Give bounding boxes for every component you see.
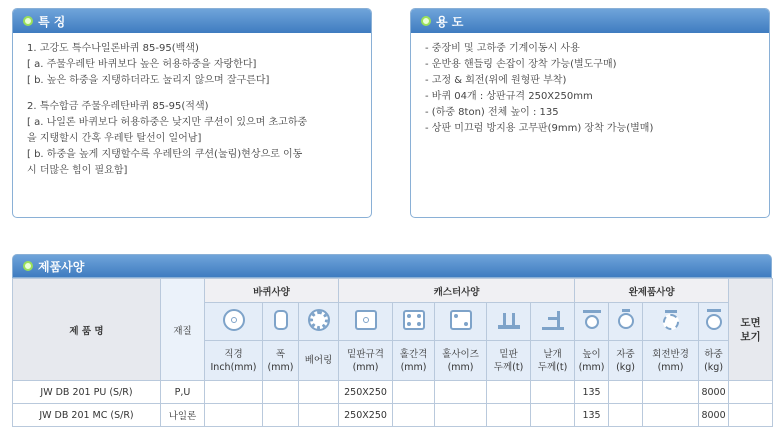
col-weight: 자중 (kg) xyxy=(609,341,643,381)
wheel-spec-group: 바퀴사양 xyxy=(205,279,339,303)
material-header: 재질 xyxy=(161,279,205,381)
table-row xyxy=(13,381,773,404)
col-height: 높이 (mm) xyxy=(575,341,609,381)
height-icon xyxy=(579,307,605,333)
usage-line: - 운반용 핸들링 손잡이 장착 가능(별도구매) xyxy=(425,59,617,70)
height-cell: 135 xyxy=(575,404,609,427)
drawing-cell[interactable] xyxy=(729,404,773,427)
load-cell: 8000 xyxy=(699,381,729,404)
usage-line: - 고정 & 회전(위에 원형판 부착) xyxy=(425,75,567,86)
col-hole-size: 홀사이즈 (mm) xyxy=(435,341,487,381)
plate-size-cell: 250X250 xyxy=(339,404,393,427)
usage-line: - 상판 미끄럼 방지용 고무판(9mm) 장착 가능(별매) xyxy=(425,123,654,134)
wheel-diameter-icon xyxy=(221,307,247,333)
usage-line: - 중장비 및 고하중 기계이동시 사용 xyxy=(425,43,580,54)
spec-header xyxy=(12,254,772,278)
col-wing-thickness: 날개 두께(t) xyxy=(531,341,575,381)
load-cell: 8000 xyxy=(699,404,729,427)
load-capacity-icon xyxy=(701,307,727,333)
wing-thickness-icon xyxy=(540,307,566,333)
feature-line: [ a. 주물우레탄 바퀴보다 높은 허용하중을 자랑한다] xyxy=(27,59,257,70)
usage-title: 용 도 xyxy=(436,14,464,29)
usage-panel xyxy=(410,8,770,218)
feature-line: [ b. 하중을 높게 지탱할수록 우레탄의 쿠션(눌림)현상으로 이동 xyxy=(27,149,303,160)
hole-spacing-icon xyxy=(401,307,427,333)
swivel-radius-icon xyxy=(658,307,684,333)
material-cell: 나일론 xyxy=(161,404,205,427)
col-load: 하중 (kg) xyxy=(699,341,729,381)
bullet-circle-icon xyxy=(421,16,431,26)
bullet-circle-icon xyxy=(23,16,33,26)
base-plate-icon xyxy=(353,307,379,333)
feature-line: 을 지탱할시 간혹 우레탄 탈선이 일어남] xyxy=(27,133,202,144)
wheel-width-icon xyxy=(268,307,294,333)
product-name-cell: JW DB 201 MC (S/R) xyxy=(13,404,161,427)
table-row xyxy=(13,404,773,427)
features-header xyxy=(13,9,371,33)
feature-line: 2. 특수합금 주물우레탄바퀴 85-95(적색) xyxy=(27,101,209,112)
caster-spec-group: 캐스터사양 xyxy=(339,279,575,303)
hole-size-icon xyxy=(448,307,474,333)
feature-line: 1. 고강도 특수나일론바퀴 85-95(백색) xyxy=(27,43,199,54)
product-name-header: 제 품 명 xyxy=(13,279,161,381)
col-base-plate: 밑판규격 (mm) xyxy=(339,341,393,381)
usage-line: - (하중 8ton) 전체 높이 : 135 xyxy=(425,107,559,118)
spec-title: 제품사양 xyxy=(38,259,85,274)
material-cell: P,U xyxy=(161,381,205,404)
col-width: 폭 (mm) xyxy=(263,341,299,381)
bullet-circle-icon xyxy=(23,261,33,271)
complete-spec-group: 완제품사양 xyxy=(575,279,729,303)
weight-icon xyxy=(613,307,639,333)
usage-line: - 바퀴 04개 : 상판규격 250X250mm xyxy=(425,91,593,102)
feature-line: [ a. 나일론 바퀴보다 허용하중은 낮지만 쿠션이 있으며 초고하중 xyxy=(27,117,308,128)
product-name-cell: JW DB 201 PU (S/R) xyxy=(13,381,161,404)
height-cell: 135 xyxy=(575,381,609,404)
usage-body xyxy=(411,33,769,145)
feature-line: 시 더많은 힘이 필요함] xyxy=(27,165,128,176)
col-plate-thickness: 밑판 두께(t) xyxy=(487,341,531,381)
features-body xyxy=(13,33,371,187)
col-hole-spacing: 홀간격 (mm) xyxy=(393,341,435,381)
drawing-label: 도면보기 xyxy=(740,316,761,343)
drawing-cell[interactable] xyxy=(729,381,773,404)
spec-table xyxy=(12,278,773,427)
features-title: 특 징 xyxy=(38,14,66,29)
usage-header xyxy=(411,9,769,33)
features-panel xyxy=(12,8,372,218)
plate-size-cell: 250X250 xyxy=(339,381,393,404)
drawing-header xyxy=(729,279,773,381)
feature-line: [ b. 높은 하중을 지탱하더라도 눌리지 않으며 잘구른다] xyxy=(27,75,270,86)
col-bearing: 베어링 xyxy=(299,341,339,381)
col-diameter: 직경 Inch(mm) xyxy=(205,341,263,381)
col-swivel-radius: 회전반경 (mm) xyxy=(643,341,699,381)
plate-thickness-icon xyxy=(496,307,522,333)
bearing-icon xyxy=(306,307,332,333)
